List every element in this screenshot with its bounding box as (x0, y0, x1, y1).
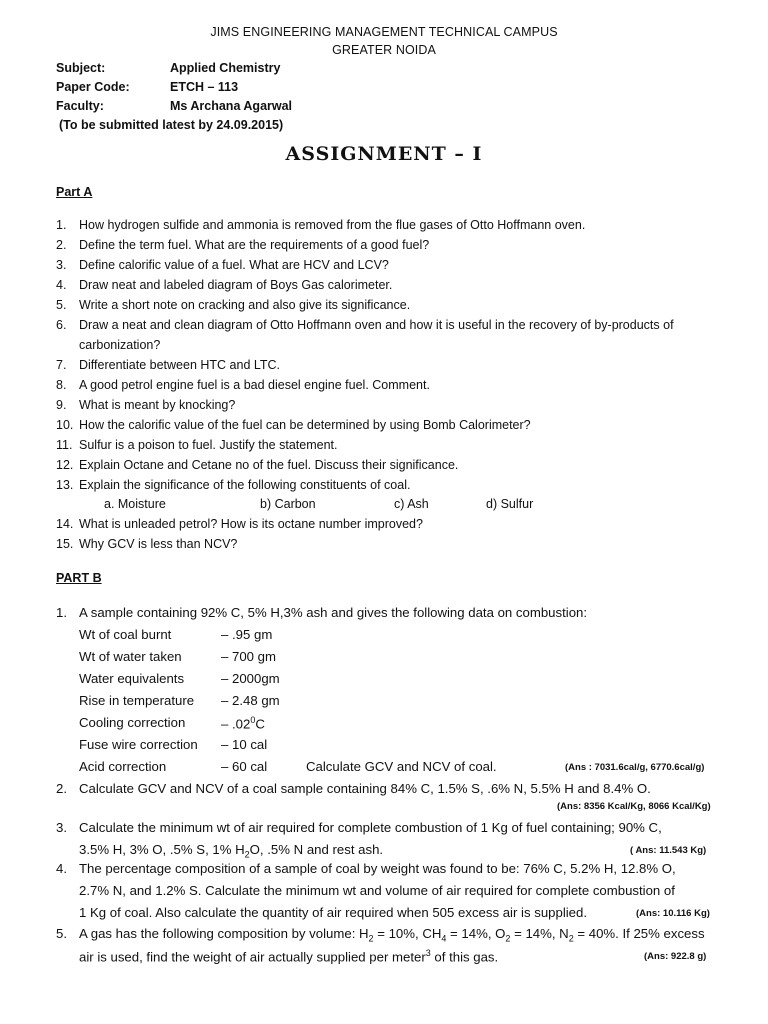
subject-label: Subject: (56, 61, 106, 75)
part-b-question-1 (56, 605, 587, 620)
assignment-title: ASSIGNMENT – I (285, 143, 483, 165)
subscript: 2 (568, 933, 574, 944)
data-value-acid-correction: – 60 cal (221, 759, 268, 774)
subscript: 4 (441, 933, 447, 944)
q5-answer: (Ans: 922.8 g) (644, 951, 707, 962)
question-text: How the calorific value of the fuel can be determined by using Bomb Calorimeter? (79, 418, 531, 432)
question-text: Explain the significance of the following constituents of coal. (79, 478, 411, 492)
part-b-question-4-line-2: 2.7% N, and 1.2% S. Calculate the minimum wt and volume of air required for complete combustion of (79, 883, 675, 898)
q1-answer: (Ans : 7031.6cal/g, 6770.6cal/g) (565, 762, 705, 773)
question-text: Define the term fuel. What are the requirements of a good fuel? (79, 238, 430, 252)
subject-value: Applied Chemistry (170, 61, 281, 75)
question-text: What is meant by knocking? (79, 398, 236, 412)
question-number: 3. (56, 258, 67, 272)
part-a-question-7 (56, 358, 280, 372)
data-value-water-taken: – 700 gm (221, 649, 276, 664)
paper-code-label: Paper Code: (56, 80, 130, 94)
question-number: 11. (56, 438, 73, 452)
q1-calculate-instruction: Calculate GCV and NCV of coal. (306, 759, 497, 774)
question-text: The percentage composition of a sample of coal by weight was found to be: 76% C, 5.2% H, 12.8% O, (79, 861, 676, 876)
question-number: 9. (56, 398, 67, 412)
question-text: Explain Octane and Cetane no of the fuel. Discuss their significance. (79, 458, 459, 472)
part-a-heading: Part A (56, 185, 93, 199)
question-number: 2. (56, 238, 67, 252)
part-a-question-3 (56, 258, 389, 272)
part-a-question-9 (56, 398, 235, 412)
subscript: 2 (368, 933, 374, 944)
part-a-question-13 (56, 478, 410, 492)
question-number: 1. (56, 218, 67, 232)
data-value-coal-burnt: – .95 gm (221, 627, 273, 642)
superscript: 3 (425, 948, 431, 958)
question-number: 4. (56, 861, 67, 876)
paper-code-value: ETCH – 113 (170, 80, 239, 94)
text-part: = 14%, O (446, 926, 506, 941)
value-text: – .02 (221, 716, 251, 732)
question-number: 15. (56, 537, 74, 551)
question-number: 4. (56, 278, 67, 292)
question-text: What is unleaded petrol? How is its octane number improved? (79, 517, 423, 531)
q13-option-b: b) Carbon (260, 497, 316, 511)
question-text: Draw neat and labeled diagram of Boys Gas calorimeter. (79, 278, 393, 292)
question-number: 6. (56, 318, 67, 332)
part-b-question-4 (56, 861, 676, 876)
data-label-coal-burnt: Wt of coal burnt (79, 627, 172, 642)
faculty-value: Ms Archana Agarwal (170, 99, 293, 113)
question-text: How hydrogen sulfide and ammonia is removed from the flue gases of Otto Hoffmann oven. (79, 218, 586, 232)
degree-superscript: 0 (250, 715, 256, 725)
question-text: A good petrol engine fuel is a bad diesel engine fuel. Comment. (79, 378, 430, 392)
part-a-question-1 (56, 218, 585, 232)
q13-option-a: a. Moisture (104, 497, 166, 511)
part-a-question-14 (56, 517, 423, 531)
part-a-question-12 (56, 458, 458, 472)
text-part: 3.5% H, 3% O, .5% S, 1% H (79, 842, 245, 857)
part-a-question-15 (56, 537, 237, 551)
part-b-question-5-line-2 (79, 948, 498, 964)
faculty-label: Faculty: (56, 99, 104, 113)
subscript: 2 (505, 933, 511, 944)
part-a-question-4 (56, 278, 392, 292)
question-text: Why GCV is less than NCV? (79, 537, 238, 551)
part-a-question-2 (56, 238, 429, 252)
q2-answer: (Ans: 8356 Kcal/Kg, 8066 Kcal/Kg) (557, 801, 711, 812)
question-text: Draw a neat and clean diagram of Otto Hoffmann oven and how it is useful in the recovery of by-products of (79, 318, 674, 332)
q4-answer: (Ans: 10.116 Kg) (636, 908, 710, 919)
part-b-question-5 (56, 926, 705, 944)
part-a-question-11 (56, 438, 337, 452)
question-number: 2. (56, 781, 67, 796)
question-text: A sample containing 92% C, 5% H,3% ash and gives the following data on combustion: (79, 605, 588, 620)
part-a-question-6-continuation: carbonization? (79, 338, 161, 352)
question-number: 10. (56, 418, 74, 432)
part-b-question-4-line-3: 1 Kg of coal. Also calculate the quantity of air required when 505 excess air is supplied. (79, 905, 588, 920)
text-part: air is used, find the weight of air actually supplied per meter (79, 949, 426, 965)
data-label-cooling-correction: Cooling correction (79, 715, 186, 730)
part-a-question-10 (56, 418, 531, 432)
institution-name: JIMS ENGINEERING MANAGEMENT TECHNICAL CAMPUS (210, 25, 558, 39)
data-value-cooling-correction (221, 715, 265, 731)
text-part: = 14%, N (510, 926, 569, 941)
text-part: O, .5% N and rest ash. (249, 842, 384, 857)
question-text: Differentiate between HTC and LTC. (79, 358, 281, 372)
question-number: 12. (56, 458, 74, 472)
question-number: 8. (56, 378, 67, 392)
text-part: of this gas. (430, 949, 499, 965)
part-a-question-8 (56, 378, 430, 392)
part-a-question-5 (56, 298, 410, 312)
data-label-fuse-wire-correction: Fuse wire correction (79, 737, 198, 752)
part-b-heading: PART B (56, 571, 102, 585)
question-number: 5. (56, 926, 67, 941)
part-a-question-6 (56, 318, 674, 332)
q13-option-d: d) Sulfur (486, 497, 534, 511)
question-number: 3. (56, 820, 67, 835)
unit-text: C (255, 716, 265, 732)
data-label-water-taken: Wt of water taken (79, 649, 182, 664)
data-value-water-equivalents: – 2000gm (221, 671, 280, 686)
question-number: 13. (56, 478, 74, 492)
data-value-fuse-wire-correction: – 10 cal (221, 737, 268, 752)
question-number: 7. (56, 358, 67, 372)
data-label-acid-correction: Acid correction (79, 759, 167, 774)
question-text: Write a short note on cracking and also give its significance. (79, 298, 411, 312)
part-b-question-3-line-2 (79, 842, 383, 860)
question-number: 14. (56, 517, 74, 531)
question-text: Define calorific value of a fuel. What are HCV and LCV? (79, 258, 389, 272)
text-part: = 40%. If 25% excess (573, 926, 705, 941)
q3-answer: ( Ans: 11.543 Kg) (630, 845, 707, 856)
question-number: 1. (56, 605, 67, 620)
text-part: = 10%, CH (373, 926, 442, 941)
subscript: 2 (244, 849, 250, 860)
institution-location: GREATER NOIDA (332, 43, 436, 57)
question-text: Calculate GCV and NCV of a coal sample containing 84% C, 1.5% S, .6% N, 5.5% H and 8.4% O. (79, 781, 651, 796)
q13-option-c: c) Ash (394, 497, 429, 511)
data-value-rise-in-temperature: – 2.48 gm (221, 693, 280, 708)
submission-deadline: (To be submitted latest by 24.09.2015) (59, 118, 284, 132)
question-text: Calculate the minimum wt of air required for complete combustion of 1 Kg of fuel containing; 90% C, (79, 820, 662, 835)
question-text: Sulfur is a poison to fuel. Justify the statement. (79, 438, 338, 452)
part-b-question-2 (56, 781, 651, 796)
part-b-question-3 (56, 820, 662, 835)
data-label-water-equivalents: Water equivalents (79, 671, 185, 686)
question-number: 5. (56, 298, 67, 312)
text-part: A gas has the following composition by volume: H (79, 926, 369, 941)
data-label-rise-in-temperature: Rise in temperature (79, 693, 195, 708)
